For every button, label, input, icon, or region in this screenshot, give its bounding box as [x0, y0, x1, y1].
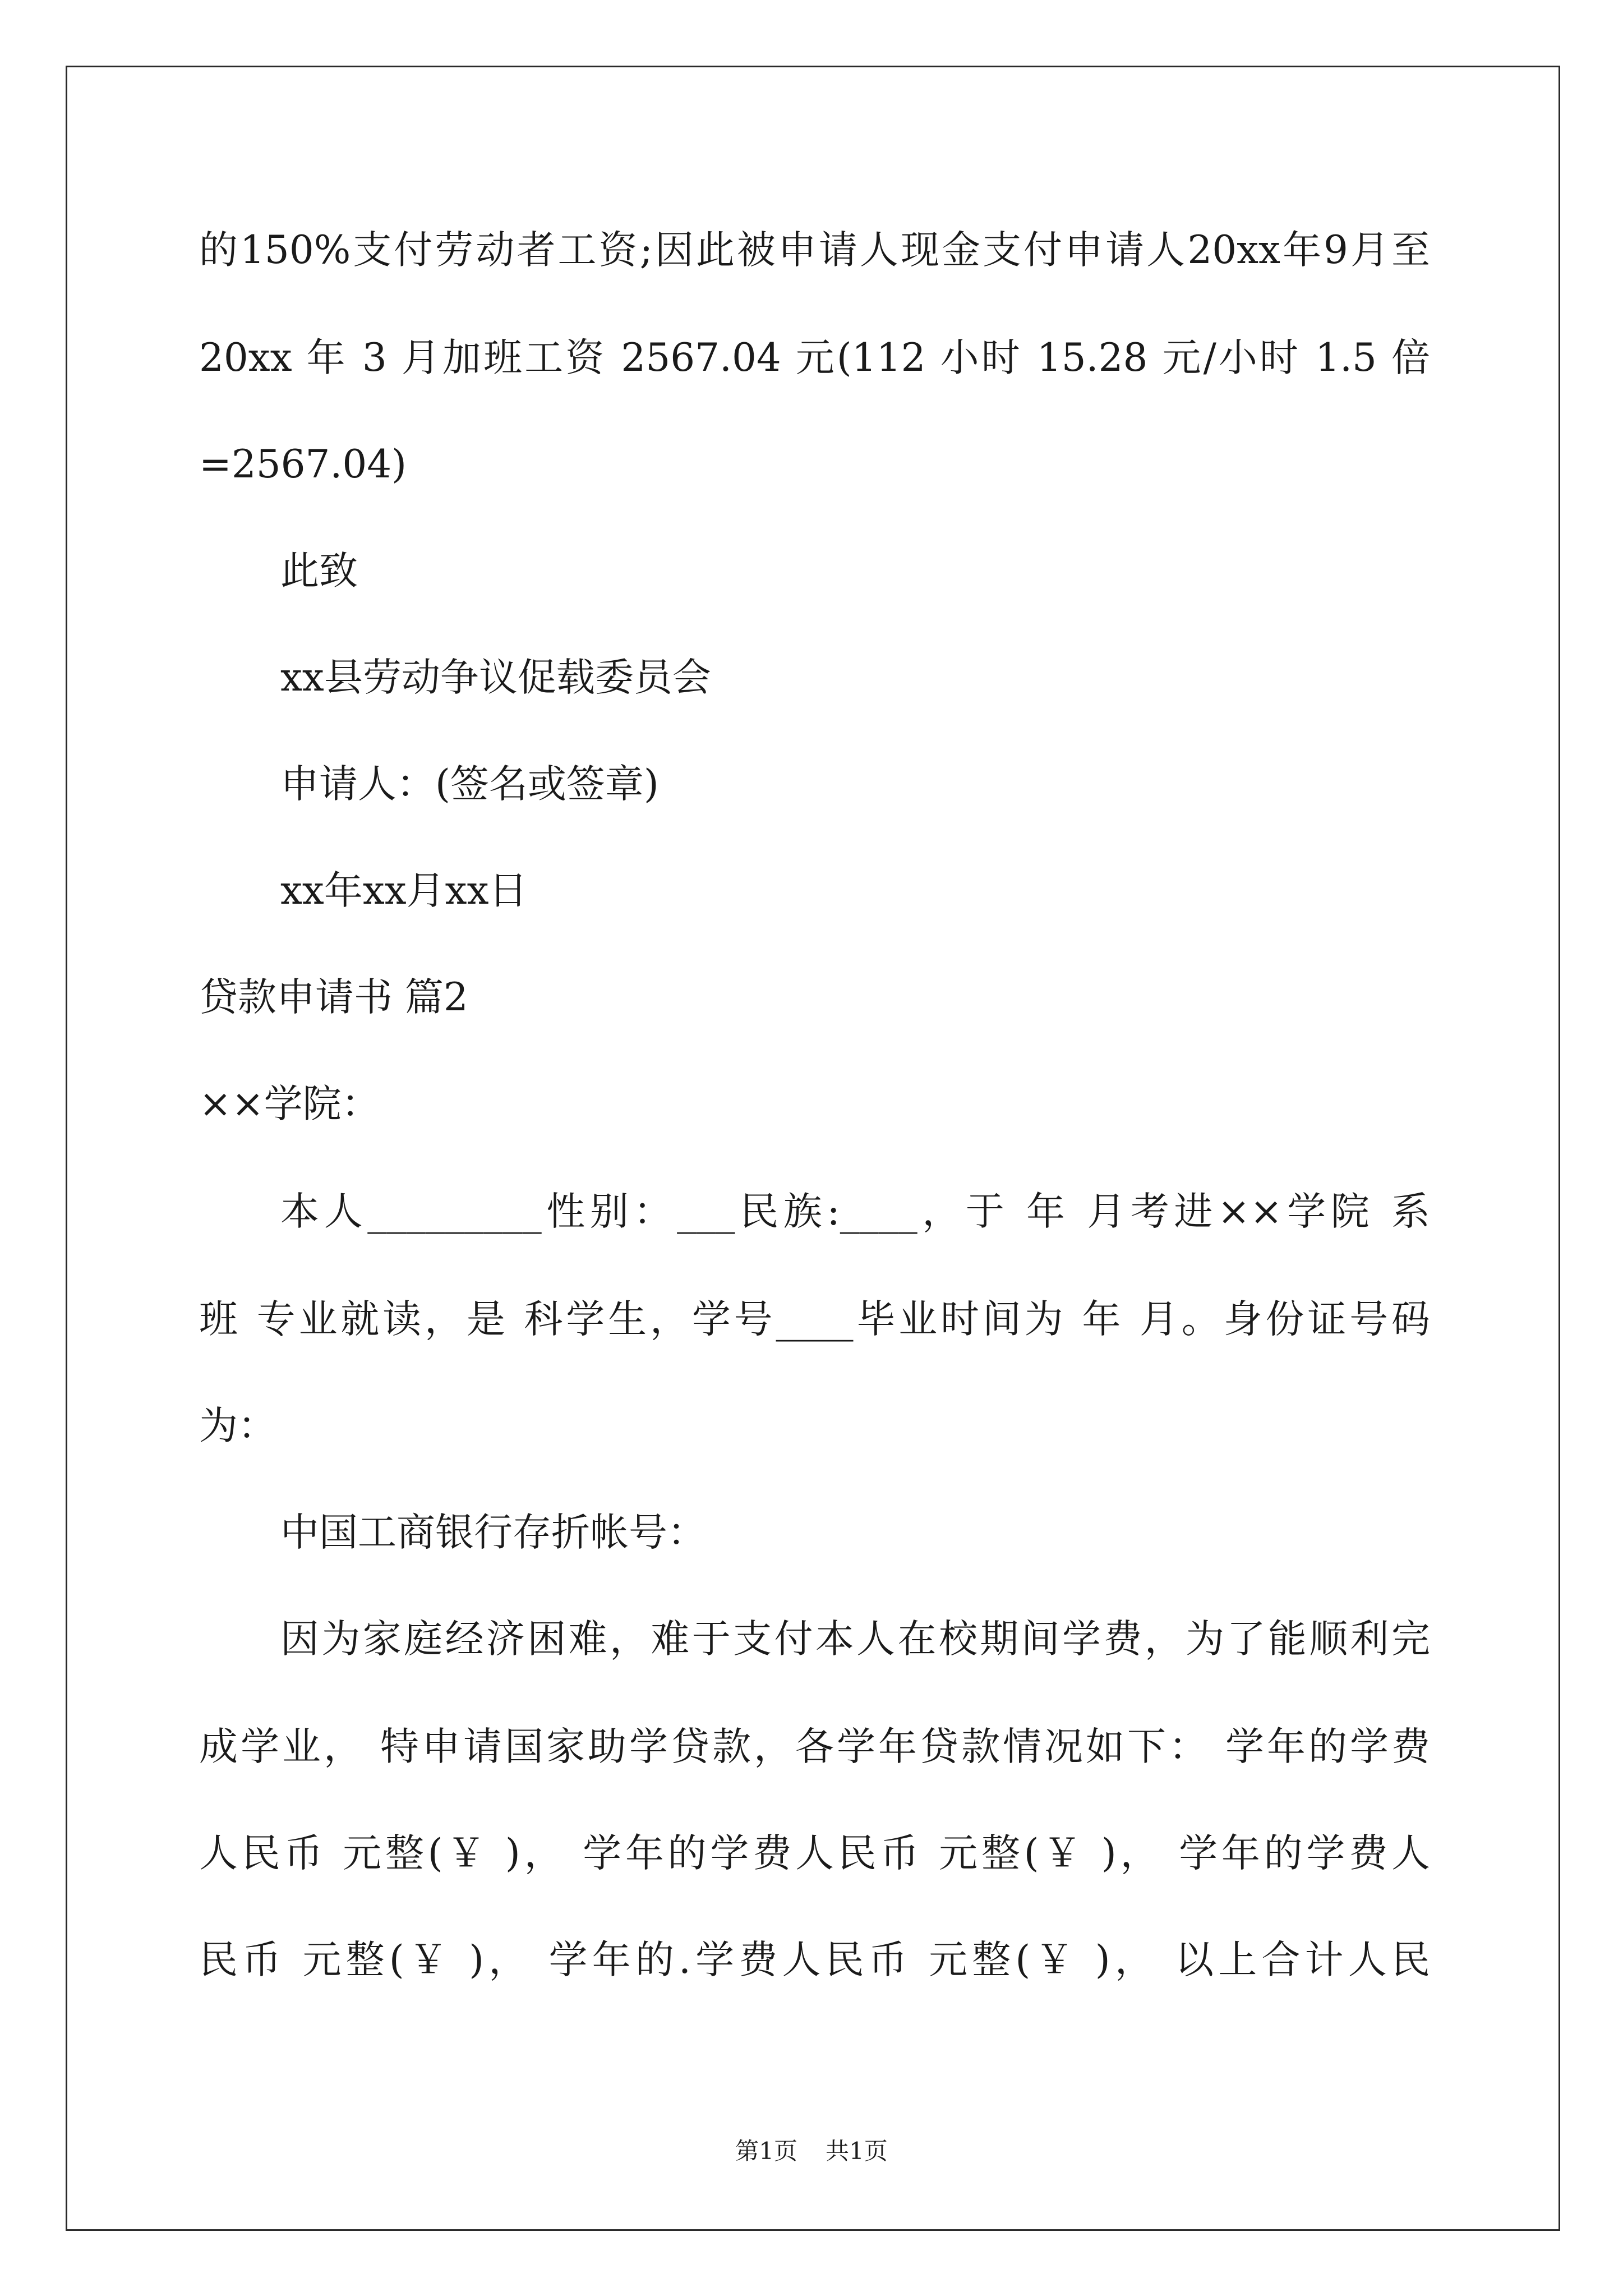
page-number-current: 第1页	[735, 2137, 797, 2165]
applicant-signature-line: 申请人：(签名或签章)	[280, 762, 659, 807]
text-line: 中国工商银行存折帐号：	[280, 1510, 706, 1555]
text-line: 班 专业就读，是 科学生，学号____毕业时间为 年 月。身份证号码	[199, 1297, 1430, 1342]
text-line: 成学业， 特申请国家助学贷款，各学年贷款情况如下： 学年的学费	[199, 1724, 1430, 1769]
recipient-line: xx县劳动争议促载委员会	[280, 655, 711, 700]
section-heading: 贷款申请书 篇2	[199, 975, 468, 1020]
text-line: 本人_________性别：___民族:____，于 年 月考进××学院 系	[280, 1189, 1430, 1234]
text-line: 为：	[199, 1404, 276, 1448]
text-line: 20xx 年 3 月加班工资 2567.04 元(112 小时 15.28 元/小时 1.5 倍	[199, 335, 1430, 380]
closing-salutation: 此致	[280, 549, 358, 593]
page-border	[66, 66, 1560, 2231]
addressee-line: ××学院：	[199, 1082, 380, 1126]
page-number-total: 共1页	[826, 2137, 888, 2165]
text-line: 人民币 元整(￥ )， 学年的学费人民币 元整(￥ )， 学年的学费人	[199, 1831, 1430, 1876]
text-line: 因为家庭经济困难，难于支付本人在校期间学费，为了能顺利完	[280, 1617, 1430, 1662]
text-line: 民币 元整(￥ )， 学年的.学费人民币 元整(￥ )， 以上合计人民	[199, 1938, 1430, 1982]
text-line: =2567.04)	[199, 442, 407, 487]
date-line: xx年xx月xx日	[280, 868, 528, 913]
page-footer	[0, 2134, 1623, 2168]
text-line: 的150%支付劳动者工资;因此被申请人现金支付申请人20xx年9月至	[199, 228, 1430, 273]
